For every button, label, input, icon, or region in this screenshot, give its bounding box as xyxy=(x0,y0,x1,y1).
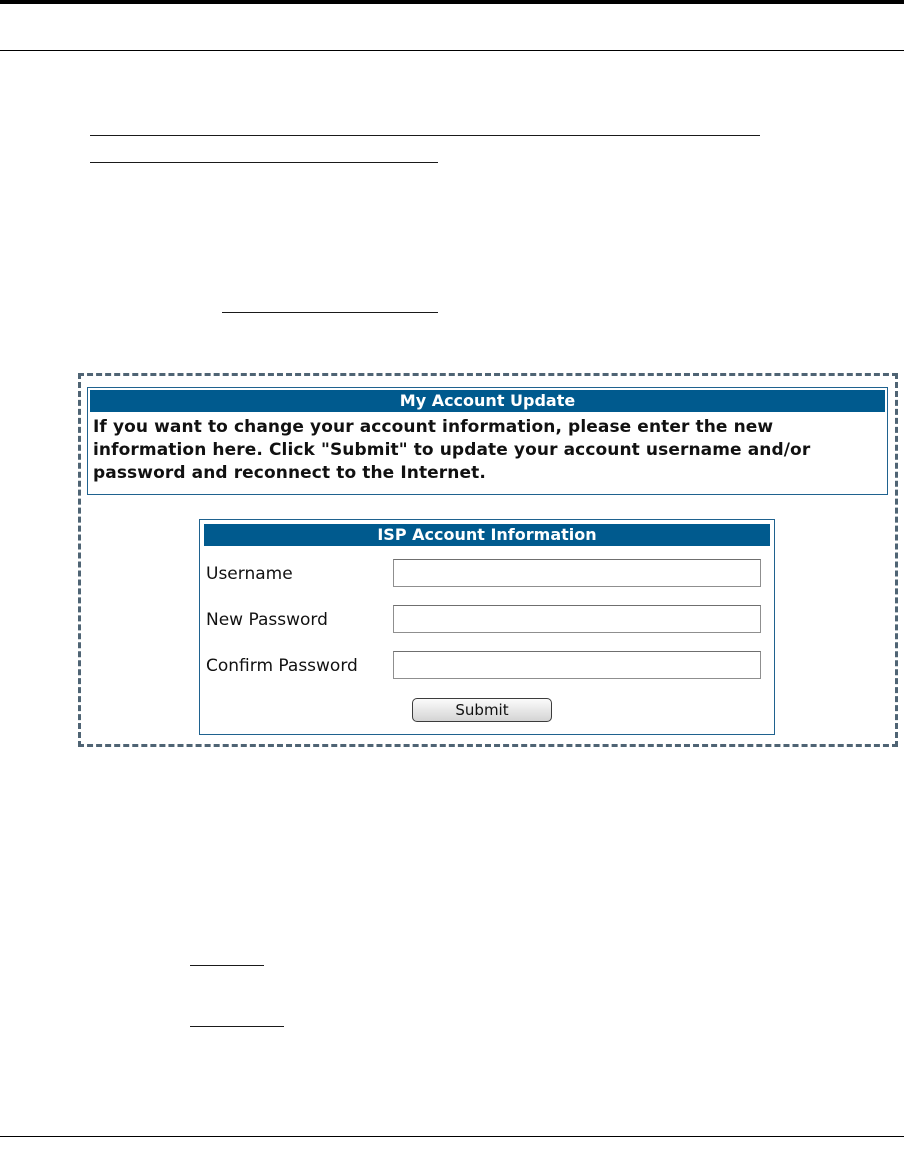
username-row xyxy=(206,559,768,591)
link-underline[interactable] xyxy=(190,965,264,966)
panel-title: My Account Update xyxy=(90,390,885,412)
panel-title: ISP Account Information xyxy=(204,524,770,546)
username-label: Username xyxy=(206,564,293,584)
confirm-password-label: Confirm Password xyxy=(206,656,358,676)
username-input[interactable] xyxy=(393,559,761,587)
new-password-input[interactable] xyxy=(393,605,761,633)
new-password-row xyxy=(206,605,768,637)
link-underline[interactable] xyxy=(90,135,760,136)
header-bar xyxy=(0,0,904,4)
footer-divider xyxy=(0,1136,904,1137)
confirm-password-input[interactable] xyxy=(393,651,761,679)
new-password-label: New Password xyxy=(206,610,328,630)
my-account-update-panel xyxy=(87,387,888,495)
isp-account-information-panel xyxy=(199,519,775,735)
confirm-password-row xyxy=(206,651,768,683)
link-underline[interactable] xyxy=(190,1026,284,1027)
link-underline[interactable] xyxy=(90,162,438,163)
header-divider xyxy=(0,50,904,51)
link-underline[interactable] xyxy=(222,312,438,313)
submit-button[interactable]: Submit xyxy=(412,698,552,722)
panel-description: If you want to change your account information, please enter the new information here. Click "Submit" to update your account username and/or password and reconnect to the Internet. xyxy=(93,417,811,483)
